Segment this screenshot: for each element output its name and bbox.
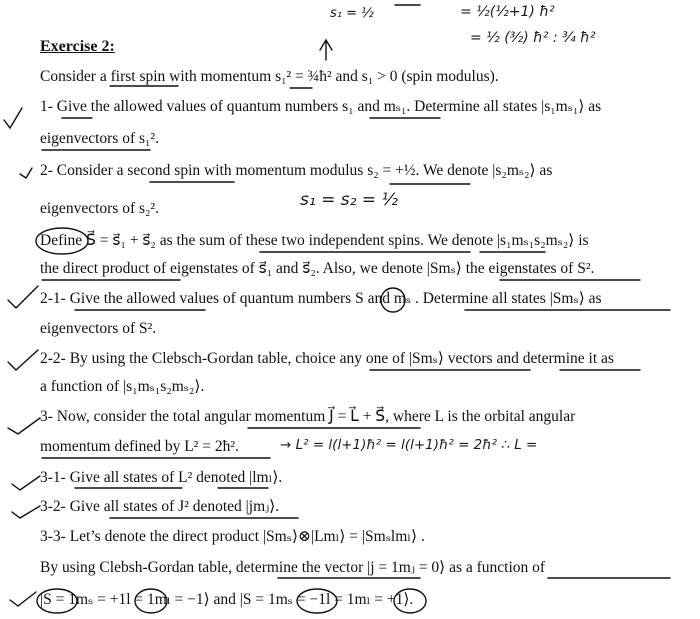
- text-line-11: a function of |s₁mₛ₁s₂mₛ₂⟩.: [40, 378, 205, 395]
- handwritten-note-l-squared: → L² = l(l+1)ħ² = l(l+1)ħ² = 2ħ² ∴ L =: [280, 437, 538, 453]
- text-line-13: momentum defined by L² = 2ħ².: [40, 438, 239, 455]
- text-line-17: By using Clebsh-Gordan table, determine the vector |j = 1mⱼ = 0⟩ as a function of: [40, 559, 546, 576]
- text-line-18: |S = 1mₛ = +1l = 1mₗ = −1⟩ and |S = 1mₛ = −1l = 1mₗ = +1⟩.: [40, 591, 414, 608]
- text-line-16: 3-3- Let’s denote the direct product |Smₛ⟩⊗|Lmₗ⟩ = |Smₛlmₗ⟩ .: [40, 528, 425, 545]
- handwritten-note-s1: s₁ = ½: [330, 6, 374, 21]
- check-mark-4: [8, 350, 38, 370]
- text-line-14: 3-1- Give all states of L² denoted |lmₗ⟩.: [40, 469, 283, 486]
- check-mark-2: [20, 168, 32, 178]
- text-line-15: 3-2- Give all states of J² denoted |jmⱼ⟩.: [40, 498, 280, 515]
- text-line-1: Consider a first spin with momentum s₁² = ¾ħ² and s₁ > 0 (spin modulus).: [40, 68, 499, 85]
- text-line-6: Define S⃗ = s⃗₁ + s⃗₂ as the sum of these two independent spins. We denote |s₁mₛ₁s₂mₛ₂⟩ is: [40, 232, 589, 249]
- text-line-4: 2- Consider a second spin with momentum modulus s₂ = +½. We denote |s₂mₛ₂⟩ as: [40, 162, 553, 179]
- check-mark-3: [8, 286, 38, 308]
- text-line-7: the direct product of eigenstates of s⃗₁ and s⃗₂. Also, we denote |Smₛ⟩ the eigenstates of S².: [40, 260, 595, 277]
- text-line-3: eigenvectors of s₁².: [40, 130, 159, 147]
- check-mark-5: [8, 418, 40, 434]
- text-line-10: 2-2- By using the Clebsch-Gordan table, choice any one of |Smₛ⟩ vectors and determine it as: [40, 350, 614, 367]
- text-line-5: eigenvectors of s₂².: [40, 200, 159, 217]
- handwritten-note-calc-2: = ½ (³⁄₂) ħ² : ¾ ħ²: [470, 30, 596, 46]
- handwritten-note-s1-equals-s2: s₁ = s₂ = ½: [300, 190, 398, 210]
- text-line-12: 3- Now, consider the total angular momentum J⃗ = L⃗ + S⃗, where L is the orbital angular: [40, 408, 576, 425]
- check-mark-6: [12, 476, 40, 490]
- check-mark-7: [12, 506, 40, 518]
- text-line-8: 2-1- Give the allowed values of quantum numbers S and mₛ . Determine all states |Smₛ⟩ as: [40, 290, 602, 307]
- handwritten-note-calc-1: = ½(½+1) ħ²: [460, 4, 555, 20]
- check-mark-1: [4, 108, 22, 128]
- text-line-2: 1- Give the allowed values of quantum numbers s₁ and mₛ₁. Determine all states |s₁mₛ₁⟩ as: [40, 98, 602, 115]
- text-line-9: eigenvectors of S².: [40, 320, 157, 337]
- exercise-title: Exercise 2:: [40, 38, 115, 55]
- check-mark-8: [10, 592, 36, 606]
